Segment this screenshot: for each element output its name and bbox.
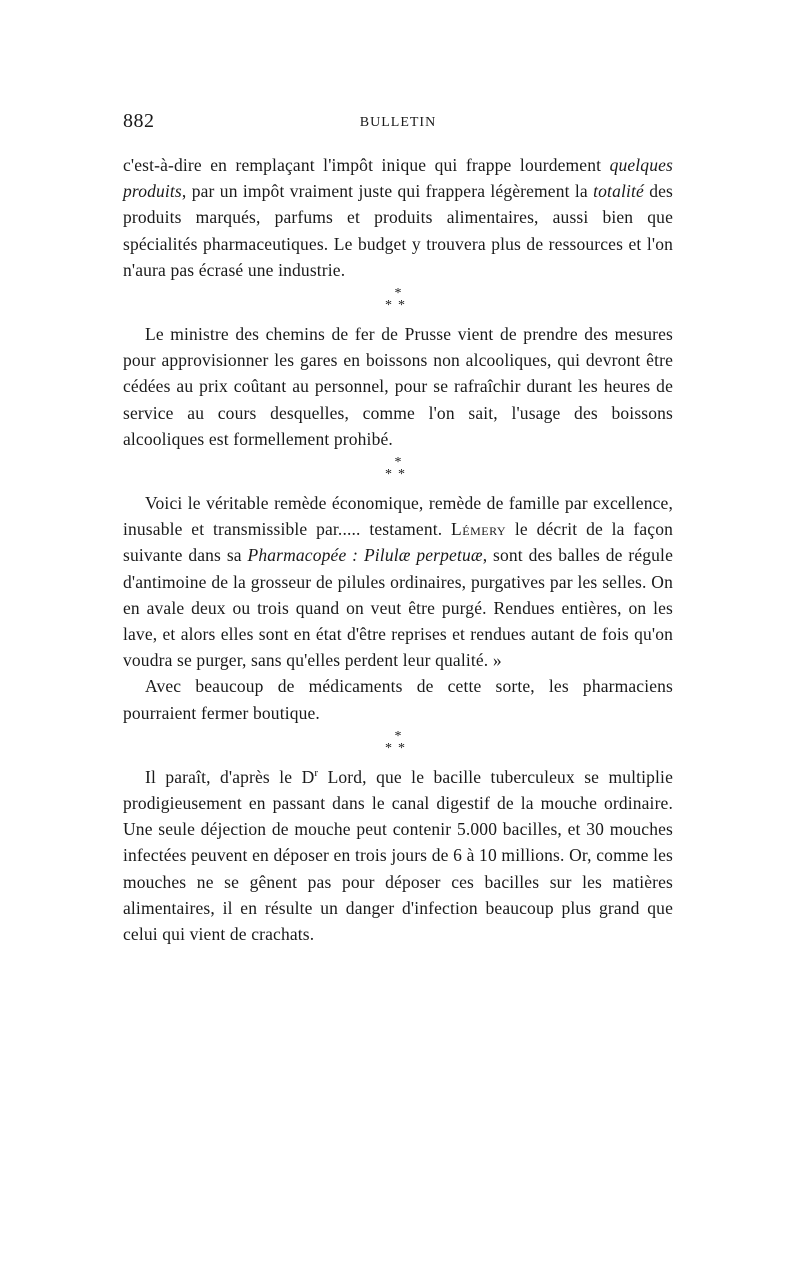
asterism-bottom: ** <box>385 298 411 314</box>
paragraph-4: Avec beaucoup de médicaments de cette sorte, les pharmaciens pourraient fermer boutique. <box>123 676 673 723</box>
page-header <box>123 110 673 140</box>
asterism-1 <box>123 283 673 321</box>
superscript: r <box>314 767 319 780</box>
paragraph-5 <box>123 764 673 947</box>
asterism-3 <box>123 726 673 764</box>
author-name: Lémery <box>451 519 507 540</box>
asterism-top: * <box>394 286 402 302</box>
paragraph-5-text-a: Il paraît, d'après le D <box>145 766 315 787</box>
paragraph-3 <box>123 490 673 673</box>
paragraph-1-italic-a: quelques produits <box>123 155 673 202</box>
asterism-top: * <box>394 728 402 744</box>
asterism-2 <box>123 452 673 490</box>
paragraph-1 <box>123 152 673 283</box>
paragraph-1-italic-b: totalité <box>593 181 644 202</box>
asterism-bottom: ** <box>385 740 411 756</box>
running-head: BULLETIN <box>359 115 437 130</box>
paragraph-3-text-a: Voici le véritable remède économique, remède de famille par excellence, inusable et transmissible par..... testament. <box>123 493 673 540</box>
paragraph-3-text-c: , sont des balles de régule d'antimoine de la grosseur de pilules ordinaires, purgatives par les selles. On en avale deux ou trois quand on veut être purgé. Rendues entières, on les lave, et alors elles sont en état d'être reprises et rendues autant de fois qu'on voudra se purger, sans qu'elles perdent leur qualité. » <box>123 545 673 671</box>
page <box>123 110 673 947</box>
asterism-bottom: ** <box>385 467 411 483</box>
paragraph-1-text-c: des produits marqués, parfums et produits alimentaires, aussi bien que spécialités pharmaceutiques. Le budget y trouvera plus de ressources et l'on n'aura pas écrasé une industrie. <box>123 181 673 280</box>
paragraph-3-italic: Pharmacopée : Pilulæ perpetuæ <box>247 545 483 566</box>
paragraph-1-text-b: , par un impôt vraiment juste qui frappera légèrement la <box>181 181 594 202</box>
paragraph-5-text-b: Lord, que le bacille tuberculeux se multiplie prodigieusement en passant dans le canal digestif de la mouche ordinaire. Une seule déjection de mouche peut contenir 5.000 bacilles, et 30 mouches infectées peuvent en déposer en trois jours de 6 à 10 millions. Or, comme les mouches ne se gênent pas pour déposer ces bacilles sur les matières alimentaires, il en résulte un danger d'infection beaucoup plus grand que celui qui vient de crachats. <box>123 766 673 945</box>
asterism-top: * <box>394 455 402 471</box>
paragraph-1-text-a: c'est-à-dire en remplaçant l'impôt inique qui frappe lourdement <box>123 155 610 175</box>
paragraph-3-text-b: le décrit de la façon suivante dans sa <box>123 519 673 566</box>
page-number: 882 <box>123 110 155 132</box>
paragraph-2: Le ministre des chemins de fer de Prusse vient de prendre des mesures pour approvisionner les gares en boissons non alcooliques, qui devront être cédées au prix coûtant au personnel, pour se rafraîchir durant les heures de service au cours desquelles, comme l'on sait, l'usage des boissons alcooliques est formellement prohibé. <box>123 324 673 449</box>
